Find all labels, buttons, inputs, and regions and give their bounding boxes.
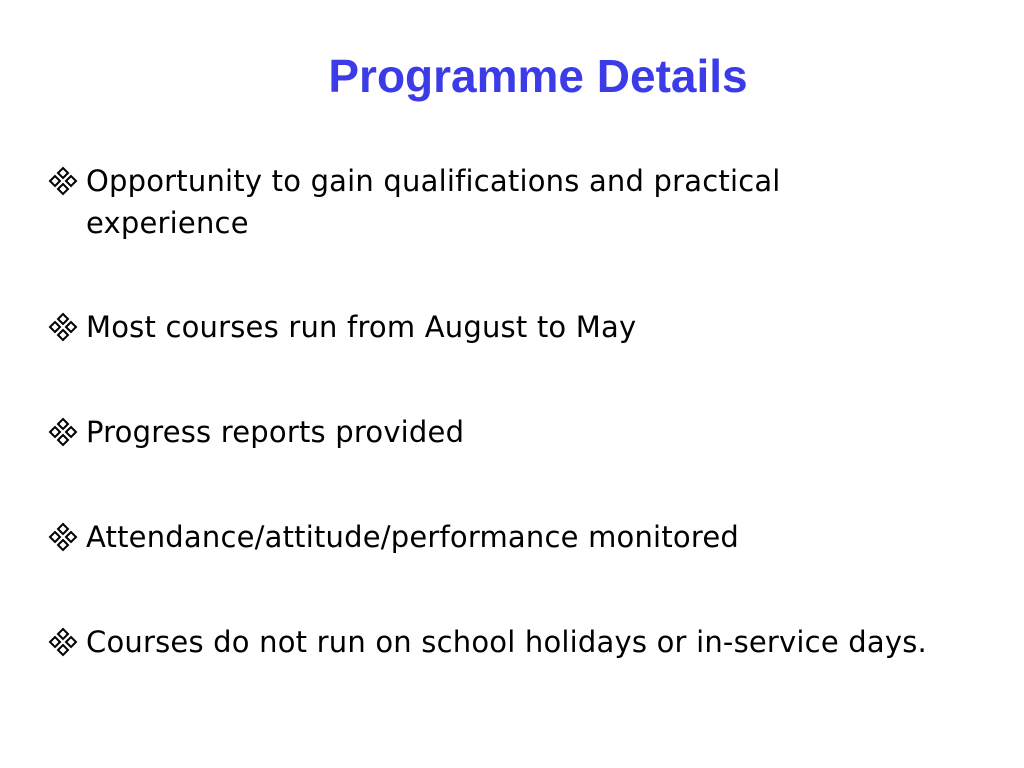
slide-title: Programme Details xyxy=(328,50,748,102)
four-diamond-icon xyxy=(48,621,86,663)
bullet-item xyxy=(48,306,948,411)
bullet-item xyxy=(48,160,948,306)
four-diamond-icon xyxy=(48,160,86,202)
four-diamond-icon xyxy=(48,516,86,558)
bullet-item xyxy=(48,411,948,516)
bullet-item xyxy=(48,516,948,621)
bullet-item xyxy=(48,621,948,663)
four-diamond-icon xyxy=(48,411,86,453)
bullet-list xyxy=(48,160,948,663)
bullet-text: Progress reports provided xyxy=(86,415,465,449)
bullet-text: Opportunity to gain qualifications and practical experience xyxy=(86,164,781,240)
bullet-text: Most courses run from August to May xyxy=(86,310,637,344)
four-diamond-icon xyxy=(48,306,86,348)
bullet-text: Attendance/attitude/performance monitored xyxy=(86,520,739,554)
bullet-text: Courses do not run on school holidays or in-service days. xyxy=(86,625,927,659)
